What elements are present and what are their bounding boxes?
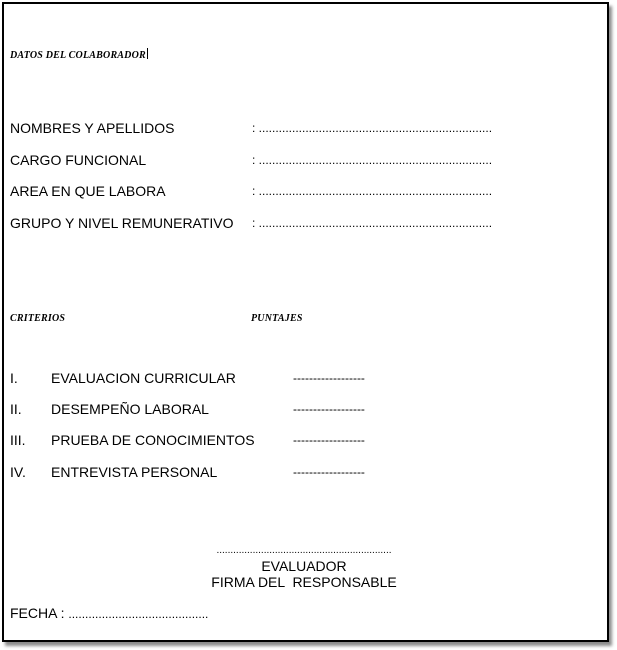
field-value-grupo[interactable]: : ...................................................................... [252,216,493,230]
signature-caption: FIRMA DEL RESPONSABLE [211,574,397,590]
field-value-nombres[interactable]: : ...................................................................... [252,121,493,135]
signature-role: EVALUADOR [261,558,347,574]
field-value-cargo[interactable]: : ...................................................................... [252,153,493,167]
document-page [2,2,609,642]
criteria-numeral: I. [10,370,18,386]
criteria-numeral: II. [10,401,22,417]
criteria-label: PRUEBA DE CONOCIMIENTOS [51,432,255,448]
field-label-grupo: GRUPO Y NIVEL REMUNERATIVO [10,215,234,231]
scores-header: PUNTAJES [251,313,303,324]
field-value-area[interactable]: : ...................................................................... [252,184,493,198]
field-label-area: AREA EN QUE LABORA [10,183,166,199]
field-label-cargo: CARGO FUNCIONAL [10,152,147,168]
text-cursor [147,48,148,59]
section-title: DATOS DEL COLABORADOR [10,50,146,61]
criteria-label: DESEMPEÑO LABORAL [51,401,209,417]
criteria-header: CRITERIOS [10,313,66,324]
date-value[interactable]: .......................................... [68,607,209,621]
criteria-label: EVALUACION CURRICULAR [51,370,236,386]
date-label: FECHA : [10,605,69,621]
signature-line[interactable]: ............................................................... [216,545,392,556]
field-label-nombres: NOMBRES Y APELLIDOS [10,120,175,136]
criteria-numeral: III. [10,432,26,448]
criteria-score[interactable]: ------------------ [293,433,365,447]
criteria-numeral: IV. [10,464,26,480]
criteria-label: ENTREVISTA PERSONAL [51,464,218,480]
date-field [10,605,208,622]
criteria-score[interactable]: ------------------ [293,371,365,385]
criteria-score[interactable]: ------------------ [293,465,365,479]
criteria-score[interactable]: ------------------ [293,402,365,416]
